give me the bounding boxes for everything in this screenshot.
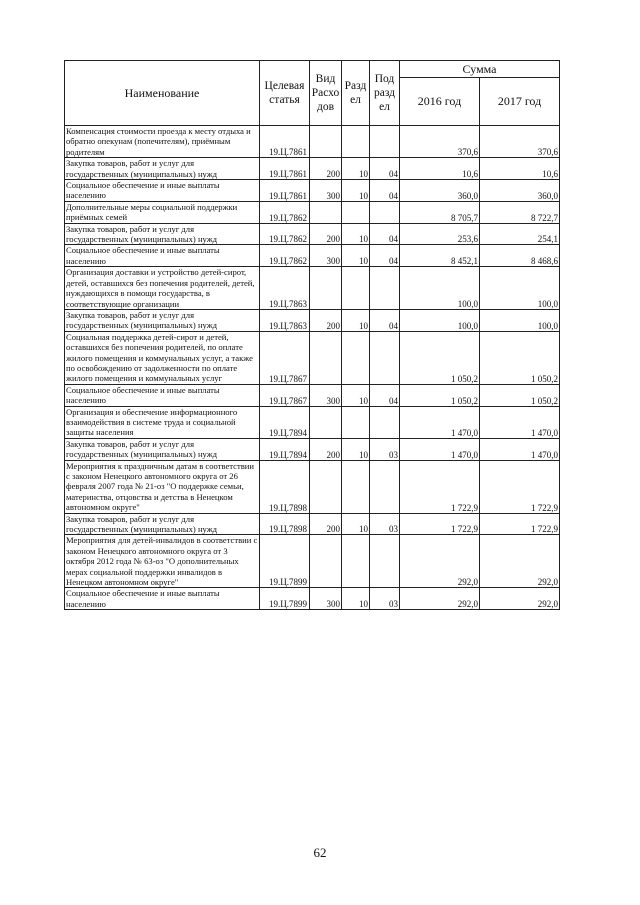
table-row (65, 331, 560, 384)
row-vid (310, 406, 342, 438)
row-podrazdel: 04 (370, 245, 400, 267)
row-sum-2016: 8 705,7 (400, 201, 480, 223)
row-razdel: 10 (342, 309, 370, 331)
row-vid (310, 535, 342, 588)
row-name: Социальное обеспечение и иные выплаты населению (65, 588, 260, 610)
row-name: Закупка товаров, работ и услуг для государственных (муниципальных) нужд (65, 309, 260, 331)
row-article: 19.Ц.7863 (260, 309, 310, 331)
row-vid: 200 (310, 309, 342, 331)
row-name: Закупка товаров, работ и услуг для государственных (муниципальных) нужд (65, 438, 260, 460)
table-header (65, 61, 560, 126)
row-name: Социальная поддержка детей-сирот и детей, оставшихся без попечения родителей, по оплате жилого помещения и коммунальных услуг, а также по освобождению от задолженности по оплате жилого помещения и коммунальных услуг (65, 331, 260, 384)
row-razdel (342, 460, 370, 513)
row-sum-2017: 292,0 (480, 588, 560, 610)
row-vid: 300 (310, 180, 342, 202)
row-name: Закупка товаров, работ и услуг для государственных (муниципальных) нужд (65, 223, 260, 245)
row-sum-2017: 8 722,7 (480, 201, 560, 223)
row-vid (310, 126, 342, 158)
row-article: 19.Ц.7862 (260, 245, 310, 267)
row-razdel (342, 126, 370, 158)
row-name: Организация и обеспечение информационного взаимодействия в системе труда и социальной защиты населения (65, 406, 260, 438)
header-year-2016: 2016 год (400, 78, 480, 126)
row-name: Социальное обеспечение и иные выплаты населению (65, 245, 260, 267)
row-razdel: 10 (342, 223, 370, 245)
row-podrazdel (370, 126, 400, 158)
table-row (65, 309, 560, 331)
row-vid: 200 (310, 438, 342, 460)
row-article: 19.Ц.7898 (260, 513, 310, 535)
table-row (65, 201, 560, 223)
row-podrazdel: 03 (370, 513, 400, 535)
row-article: 19.Ц.7861 (260, 180, 310, 202)
table-row (65, 438, 560, 460)
table-row (65, 158, 560, 180)
row-sum-2017: 254,1 (480, 223, 560, 245)
row-sum-2016: 100,0 (400, 267, 480, 310)
row-sum-2017: 292,0 (480, 535, 560, 588)
row-podrazdel (370, 331, 400, 384)
table-row (65, 126, 560, 158)
table-row (65, 180, 560, 202)
row-name: Социальное обеспечение и иные выплаты населению (65, 180, 260, 202)
row-podrazdel: 03 (370, 438, 400, 460)
budget-table (64, 60, 560, 610)
row-name: Социальное обеспечение и иные выплаты населению (65, 384, 260, 406)
row-vid: 200 (310, 513, 342, 535)
table-row (65, 535, 560, 588)
row-sum-2017: 100,0 (480, 309, 560, 331)
row-sum-2016: 292,0 (400, 535, 480, 588)
row-podrazdel (370, 460, 400, 513)
table-row (65, 267, 560, 310)
page-number: 62 (313, 845, 327, 860)
row-razdel: 10 (342, 180, 370, 202)
row-razdel: 10 (342, 438, 370, 460)
header-vid: Вид Расхо дов (310, 61, 342, 126)
row-sum-2017: 100,0 (480, 267, 560, 310)
row-name: Компенсация стоимости проезда к месту отдыха и обратно опекунам (попечителям), приёмным родителям (65, 126, 260, 158)
row-sum-2016: 360,0 (400, 180, 480, 202)
row-podrazdel (370, 535, 400, 588)
row-razdel (342, 267, 370, 310)
row-article: 19.Ц.7863 (260, 267, 310, 310)
row-razdel: 10 (342, 245, 370, 267)
row-razdel: 10 (342, 158, 370, 180)
row-article: 19.Ц.7861 (260, 158, 310, 180)
row-sum-2016: 100,0 (400, 309, 480, 331)
row-article: 19.Ц.7899 (260, 588, 310, 610)
row-sum-2016: 253,6 (400, 223, 480, 245)
row-sum-2016: 370,6 (400, 126, 480, 158)
row-podrazdel: 04 (370, 180, 400, 202)
row-sum-2017: 1 050,2 (480, 384, 560, 406)
row-podrazdel: 04 (370, 384, 400, 406)
header-podrazdel: Под разд ел (370, 61, 400, 126)
row-podrazdel (370, 267, 400, 310)
row-sum-2016: 1 470,0 (400, 406, 480, 438)
row-podrazdel (370, 201, 400, 223)
table-row (65, 588, 560, 610)
row-vid (310, 267, 342, 310)
row-podrazdel: 04 (370, 223, 400, 245)
row-sum-2016: 8 452,1 (400, 245, 480, 267)
row-article: 19.Ц.7894 (260, 438, 310, 460)
header-razdel: Разд ел (342, 61, 370, 126)
table-row (65, 384, 560, 406)
header-year-2017: 2017 год (480, 78, 560, 126)
row-sum-2017: 370,6 (480, 126, 560, 158)
row-razdel: 10 (342, 513, 370, 535)
row-name: Организация доставки и устройство детей-сирот, детей, оставшихся без попечения родителей, детей, нуждающихся в помощи государства, в соответствующие организации (65, 267, 260, 310)
row-article: 19.Ц.7894 (260, 406, 310, 438)
row-article: 19.Ц.7867 (260, 384, 310, 406)
row-article: 19.Ц.7867 (260, 331, 310, 384)
row-sum-2016: 292,0 (400, 588, 480, 610)
row-vid: 300 (310, 384, 342, 406)
row-sum-2016: 1 050,2 (400, 331, 480, 384)
row-sum-2016: 1 722,9 (400, 460, 480, 513)
header-name: Наименование (65, 61, 260, 126)
row-sum-2017: 1 722,9 (480, 513, 560, 535)
row-vid: 300 (310, 245, 342, 267)
row-sum-2017: 360,0 (480, 180, 560, 202)
row-name: Закупка товаров, работ и услуг для государственных (муниципальных) нужд (65, 513, 260, 535)
row-razdel (342, 535, 370, 588)
header-sum: Сумма (400, 61, 560, 78)
row-name: Мероприятия к праздничным датам в соответствии с законом Ненецкого автономного округа от 26 февраля 2007 года № 21-оз "О поддержке семьи, материнства, отцовства и детства в Ненецком автономном округе" (65, 460, 260, 513)
row-name: Дополнительные меры социальной поддержки приёмных семей (65, 201, 260, 223)
row-razdel (342, 406, 370, 438)
row-name: Мероприятия для детей-инвалидов в соответствии с законом Ненецкого автономного округа от 3 октября 2012 года № 63-оз "О дополнительных мерах социальной поддержки инвалидов в Ненецком автономном округе" (65, 535, 260, 588)
row-sum-2017: 1 050,2 (480, 331, 560, 384)
row-vid (310, 460, 342, 513)
table-row (65, 223, 560, 245)
row-sum-2017: 1 470,0 (480, 406, 560, 438)
row-sum-2016: 1 470,0 (400, 438, 480, 460)
row-sum-2016: 10,6 (400, 158, 480, 180)
row-vid: 200 (310, 158, 342, 180)
table-row (65, 460, 560, 513)
row-sum-2017: 8 468,6 (480, 245, 560, 267)
row-article: 19.Ц.7861 (260, 126, 310, 158)
row-name: Закупка товаров, работ и услуг для государственных (муниципальных) нужд (65, 158, 260, 180)
row-sum-2016: 1 050,2 (400, 384, 480, 406)
table-row (65, 406, 560, 438)
row-vid (310, 201, 342, 223)
row-podrazdel (370, 406, 400, 438)
table-row (65, 245, 560, 267)
row-razdel (342, 331, 370, 384)
row-razdel (342, 201, 370, 223)
row-vid: 300 (310, 588, 342, 610)
row-sum-2017: 1 470,0 (480, 438, 560, 460)
row-vid (310, 331, 342, 384)
row-podrazdel: 04 (370, 309, 400, 331)
row-podrazdel: 03 (370, 588, 400, 610)
row-razdel: 10 (342, 588, 370, 610)
row-razdel: 10 (342, 384, 370, 406)
row-article: 19.Ц.7899 (260, 535, 310, 588)
row-article: 19.Ц.7898 (260, 460, 310, 513)
table-row (65, 513, 560, 535)
row-sum-2016: 1 722,9 (400, 513, 480, 535)
table-body (65, 126, 560, 610)
row-sum-2017: 10,6 (480, 158, 560, 180)
row-article: 19.Ц.7862 (260, 223, 310, 245)
row-vid: 200 (310, 223, 342, 245)
header-article: Целевая статья (260, 61, 310, 126)
row-sum-2017: 1 722,9 (480, 460, 560, 513)
row-article: 19.Ц.7862 (260, 201, 310, 223)
row-podrazdel: 04 (370, 158, 400, 180)
